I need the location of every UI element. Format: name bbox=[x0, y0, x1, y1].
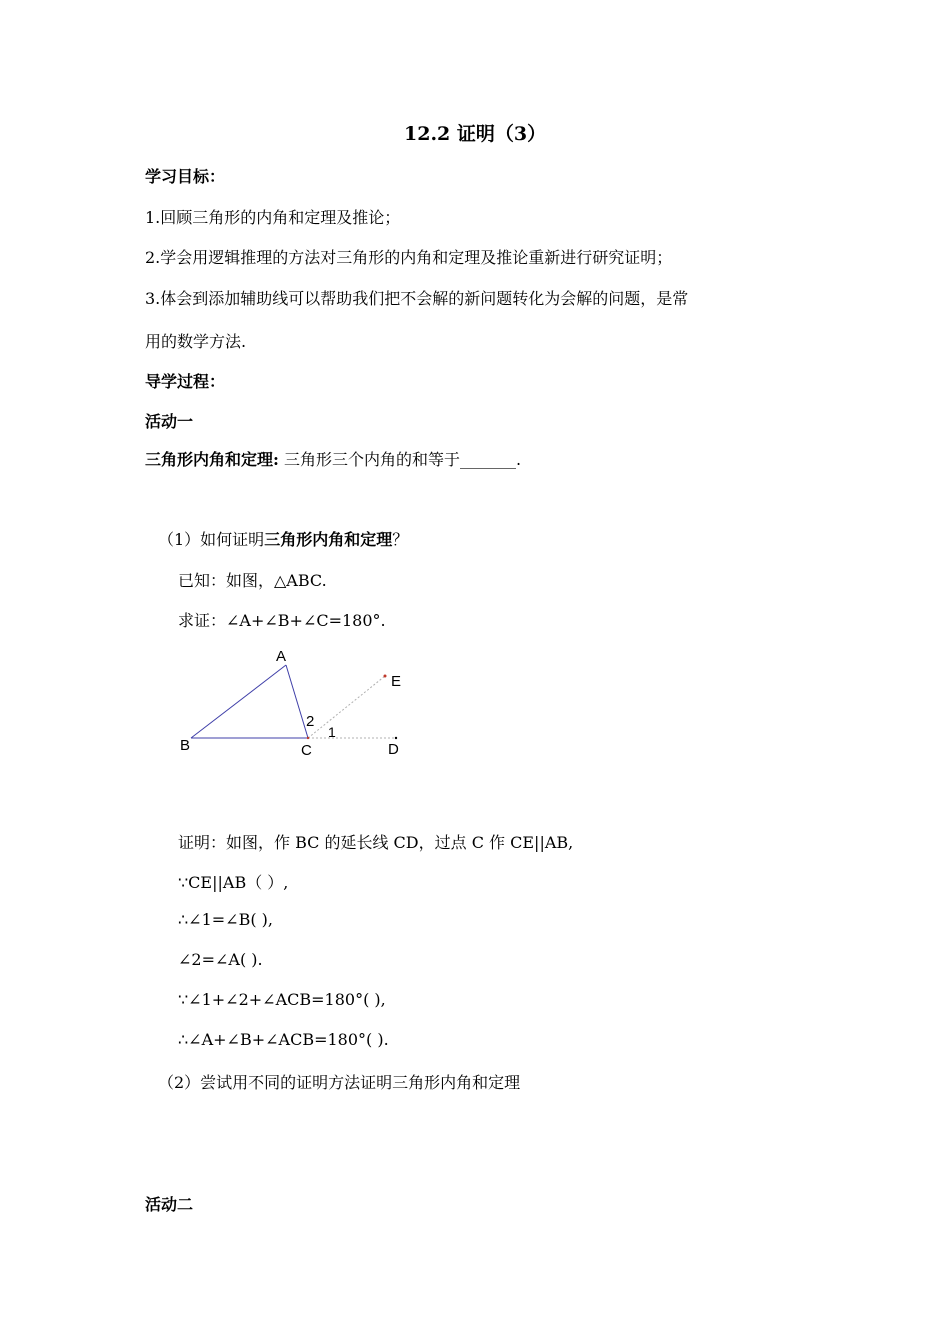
segment-ba bbox=[191, 665, 286, 738]
point-d bbox=[395, 737, 397, 739]
point-e bbox=[384, 675, 387, 678]
question-1 bbox=[158, 527, 408, 550]
label-b: B bbox=[180, 737, 191, 754]
label-e: E bbox=[391, 673, 402, 690]
label-angle-2: 2 bbox=[306, 713, 315, 730]
theorem-line bbox=[145, 447, 521, 470]
proof-line-5: ∵∠1+∠2+∠ACB=180°( ), bbox=[178, 990, 386, 1009]
theorem-text: 三角形三个内角的和等于_______. bbox=[278, 450, 522, 469]
proof-line-1: 证明：如图，作 BC 的延长线 CD，过点 C 作 CE||AB, bbox=[178, 833, 574, 852]
objective-2: 2.学会用逻辑推理的方法对三角形的内角和定理及推论重新进行研究证明； bbox=[145, 248, 673, 267]
prove-line: 求证：∠A+∠B+∠C=180°. bbox=[178, 611, 386, 630]
proof-line-4: ∠2=∠A( ). bbox=[178, 950, 263, 969]
label-angle-1: 1 bbox=[328, 724, 336, 740]
question-1-prefix: （1）如何证明 bbox=[158, 530, 265, 549]
triangle-figure bbox=[170, 640, 420, 770]
question-1-bold: 三角形内角和定理 bbox=[264, 530, 393, 549]
proof-line-3: ∴∠1=∠B( ), bbox=[178, 910, 273, 929]
theorem-label: 三角形内角和定理: bbox=[145, 450, 279, 469]
objective-3-cont: 用的数学方法. bbox=[145, 332, 247, 351]
point-c bbox=[307, 737, 309, 739]
process-heading: 导学过程： bbox=[145, 372, 226, 391]
objective-3: 3.体会到添加辅助线可以帮助我们把不会解的新问题转化为会解的问题，是常 bbox=[145, 289, 689, 308]
label-c: C bbox=[301, 742, 312, 759]
proof-line-6: ∴∠A+∠B+∠ACB=180°( ). bbox=[178, 1030, 389, 1049]
objectives-heading: 学习目标： bbox=[145, 167, 226, 186]
question-1-suffix: ？ bbox=[392, 530, 409, 549]
objective-1: 1.回顾三角形的内角和定理及推论； bbox=[145, 208, 401, 227]
question-2: （2）尝试用不同的证明方法证明三角形内角和定理 bbox=[158, 1073, 521, 1092]
segment-ce bbox=[308, 676, 385, 738]
label-d: D bbox=[388, 741, 399, 758]
proof-line-2: ∵CE||AB（ ）, bbox=[178, 873, 289, 892]
page-title: 12.2 证明（3） bbox=[404, 123, 547, 145]
given-line: 已知：如图，△ABC. bbox=[178, 571, 327, 590]
segment-ac bbox=[286, 665, 308, 738]
activity-one-heading: 活动一 bbox=[145, 412, 194, 431]
activity-two-heading: 活动二 bbox=[145, 1195, 194, 1214]
label-a: A bbox=[276, 648, 287, 665]
